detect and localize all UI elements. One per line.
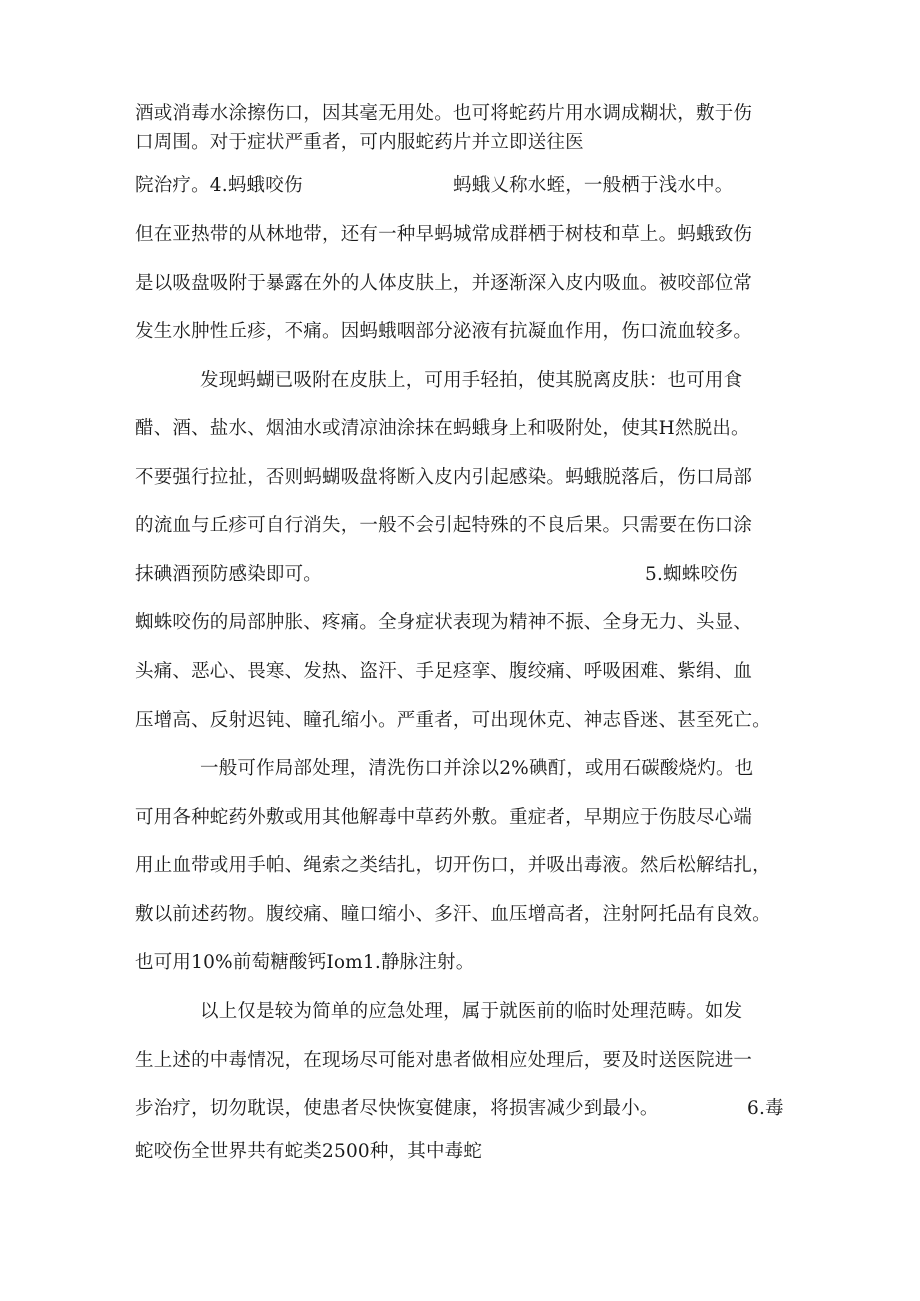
text-line: 不要强行拉扯，否则蚂蝴吸盘将断入皮内引起感染。蚂蛾脱落后，伤口局部 [135,467,753,488]
text-line: 也可用10%前萄糖酸钙Iom1.静脉注射。 [135,952,475,973]
text-line: 生上述的中毒情况，在现场尽可能对患者做相应处理后，要及时送医院进一 [135,1050,753,1071]
text-line: 可用各种蛇药外敷或用其他解毒中草药外敷。重症者，早期应于伤肢尽心端 [135,807,753,828]
text-line: 压增高、反射迟钝、瞳孔缩小。严重者，可出现休克、神志昏迷、甚至死亡。 [135,710,771,731]
text-line: 但在亚热带的从林地带，还有一种早蚂城常成群栖于树枝和草上。蚂蛾致伤 [135,224,753,245]
text-segment: 抹碘酒预防感染即可。 [135,564,323,585]
text-line: 敷以前述药物。腹绞痛、瞳口缩小、多汗、血压增高者，注射阿托品有良效。 [135,904,771,925]
paragraph-start-line: 发现蚂蝴已吸附在皮肤上，可用手轻拍，使其脱离皮肤：也可用食 [200,370,743,391]
text-line: 蛇咬伤全世界共有蛇类2500种，其中毒蛇 [135,1141,483,1162]
text-segment: 院治疗。4.蚂蛾咬伤 [135,175,303,196]
text-line: 是以吸盘吸附于暴露在外的人体皮肤上，并逐渐深入皮内吸血。被咬部位常 [135,273,753,294]
section-heading: 5.蜘蛛咬伤 [645,564,738,585]
paragraph-start-line: 一般可作局部处理，清洗伤口并涂以2%碘酊，或用石碳酸烧灼。也 [200,758,754,779]
text-line: 用止血带或用手帕、绳索之类结扎，切开伤口，并吸出毒液。然后松解结扎， [135,855,771,876]
paragraph-start-line: 以上仅是较为简单的应急处理，属于就医前的临时处理范畴。如发 [200,1001,743,1022]
text-segment: 蚂蛾乂称水蛭，一般栖于浅水中。 [453,175,734,196]
text-line: 头痛、恶心、畏寒、发热、盗汗、手足痉挛、腹绞痛、呼吸困难、紫绢、血 [135,661,753,682]
section-heading: 6.毒 [747,1098,784,1119]
text-line: 发生水肿性丘疹，不痛。因蚂蛾咽部分泌液有抗凝血作用，伤口流血较多。 [135,321,753,342]
text-line: 口周围。对于症状严重者，可内服蛇药片并立即送往医 [135,132,584,153]
text-segment: 步治疗，切勿耽误，使患者尽快恢宴健康，将损害减少到最小。 [135,1098,659,1119]
text-line: 的流血与丘疹可自行消失，一般不会引起特殊的不良后果。只需要在伤口涂 [135,515,753,536]
text-line: 醋、酒、盐水、烟油水或清凉油涂抹在蚂蛾身上和吸附处，使其H然脱出。 [135,418,750,439]
text-line: 蜘蛛咬伤的局部肿胀、疼痛。全身症状表现为精神不振、全身无力、头显、 [135,612,753,633]
text-line: 酒或消毒水涂擦伤口，因其毫无用处。也可将蛇药片用水调成糊状，敷于伤 [135,103,753,124]
